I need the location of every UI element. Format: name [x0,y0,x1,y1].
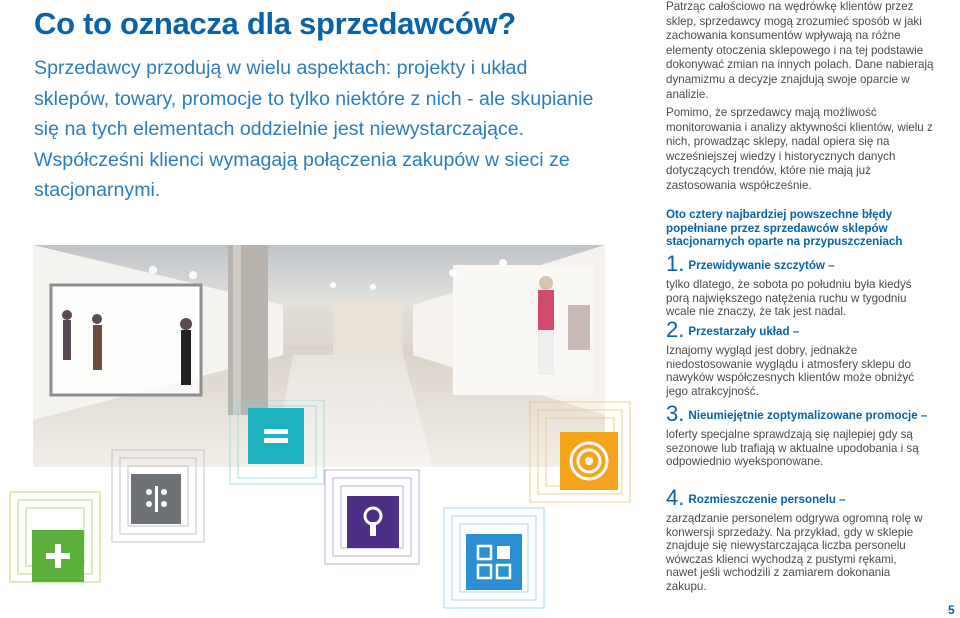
item-number: 1. [666,251,685,276]
body-paragraph-2: Pomimo, że sprzedawcy mają możliwość monitorowania i analizy aktywności klientów, wielu z nich, prowadząc sklepy, nadal opiera się na wcześniejszej wiedzy i historycznych danych dotyczących trendów, które nie mają już zastosowania współcześnie. [666,106,933,192]
keyhole-icon [347,496,399,548]
page-title: Co to oznacza dla sprzedawców? [34,6,516,41]
equals-icon [248,408,304,464]
plus-icon [32,530,84,582]
dots-icon [131,474,181,524]
grid-icon [466,534,522,590]
item-number: 2. [666,317,685,342]
item-title: Przestarzały układ – [688,325,800,339]
mistakes-heading: Oto cztery najbardziej powszechne błędy popełniane przez sprzedawców sklepów stacjonarnych oparte na przypuszczeniach [666,208,903,249]
decorative-icons [0,400,640,618]
list-item [666,401,936,469]
body-paragraph-1: Patrząc całościowo na wędrówkę klientów przez sklep, sprzedawcy mogą zrozumieć sposób w jaki zachowania konsumentów wpływają na różne elementy otoczenia sklepowego i na tej podstawie dokonywać zmian na innych polach. Dane nabierają dynamizmu a decyzje znajdują swoje oparcie w analizie. [666,0,934,101]
list-item [666,317,936,398]
item-title: Przewidywanie szczytów – [688,259,835,273]
list-item [666,485,936,594]
item-text: Iznajomy wygląd jest dobry, jednakże niedostosowanie wyglądu i atmosfery sklepu do nawyków współczesnych klientów może obniżyć jego atrakcyjność. [666,344,915,398]
target-icon [560,432,618,490]
item-title: Rozmieszczenie personelu – [688,493,846,507]
item-number: 4. [666,485,685,510]
lead-paragraph: Sprzedawcy przodują w wielu aspektach: projekty i układ sklepów, towary, promocje to tylko niektóre z nich - ale skupianie się na tych elementach oddzielnie jest niewystarczające. Współcześni klienci wymagają połączenia zakupów w sieci ze stacjonarnymi. [34,57,594,201]
item-text: tylko dlatego, że sobota po południu była kiedyś porą największego natężenia ruchu w tygodniu wcale nie znaczy, że tak jest nadal. [666,278,912,319]
item-text: loferty specjalne sprawdzają się najlepiej gdy są sezonowe lub trafiają w aktualne upodobania i są odpowiednio wyeksponowane. [666,428,919,469]
item-number: 3. [666,401,685,426]
page-number: 5 [948,603,955,617]
list-item [666,251,936,319]
item-title: Nieumiejętnie zoptymalizowane promocje – [688,409,928,423]
item-text: zarządzanie personelem odgrywa ogromną rolę w konwersji sprzedaży. Na przykład, gdy w sklepie znajduje się niewystarczająca liczba personelu wówczas klienci wychodzą z pustymi rękami, nawet jeśli wchodzili z zamiarem dokonania zakupu. [666,512,923,593]
